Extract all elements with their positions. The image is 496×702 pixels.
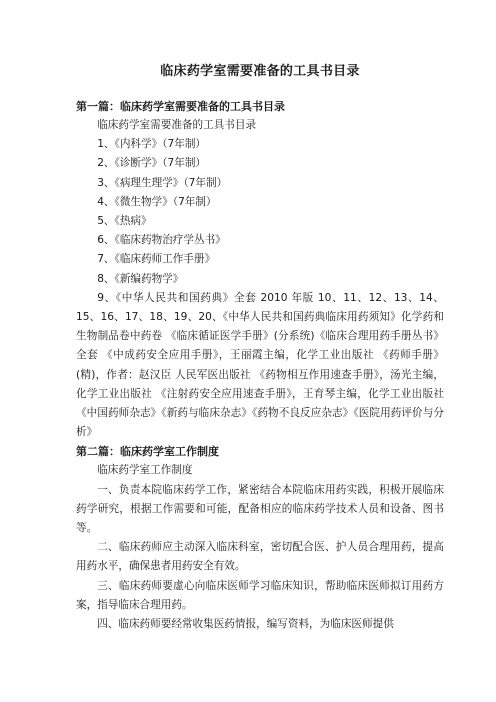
section-subtitle-1: 临床药学室需要准备的工具书目录: [97, 119, 257, 131]
document-title: 临床药学室需要准备的工具书目录: [160, 64, 360, 79]
section-heading-1: 第一篇：临床药学室需要准备的工具书目录: [76, 100, 285, 113]
book-list-item: 2、《诊断学》（7年制）: [97, 157, 207, 170]
book-list-item: 1、《内科学》（7年制）: [97, 138, 207, 151]
rule-paragraph: 四、临床药师要经常收集医药情报，编写资料，为临床医师提供: [97, 618, 394, 631]
book-list-item: 3、《病理生理学》（7年制）: [97, 176, 228, 189]
book-list-item: 5、《热病》: [97, 215, 152, 228]
section-heading-2: 第二篇：临床药学室工作制度: [76, 445, 219, 459]
book-list-paragraph: 9、《中华人民共和国药典》全套 2010 年版 10、11、12、13、14、15、16、17、18、19、20、《中华人民共和国药典临床用药须知》化学药和生物制品卷中药卷 《临床循证医学手册》(分系统)《临床合理用药手册丛书》全套 《中成药安全应用手册》，王丽霞主编，化学工业出版社 《药师手册》(精)，作者：赵汉臣 人民军医出版社 《药物相互作用速查手册》，汤光主编，化学工业出版社 《注射药安全应用速查手册》，王育琴主编，化学工业出版社 《中国药师杂志》《新药与临床杂志》《药物不良反应杂志》《医院用药评价与分析》: [76, 291, 444, 439]
book-list-item: 4、《微生物学》（7年制）: [97, 195, 217, 208]
book-list-item: 7、《临床药师工作手册》: [97, 253, 216, 266]
section-subtitle-2: 临床药学室工作制度: [97, 464, 193, 477]
rule-paragraph: 一、负责本院临床药学工作，紧密结合本院临床用药实践，积极开展临床药学研究，根据工作需要和可能，配备相应的临床药学技术人员和设备、图书等。: [76, 483, 444, 535]
rule-paragraph: 三、临床药师要虚心向临床医师学习临床知识，帮助临床医师拟订用药方案，指导临床合理用药。: [76, 579, 444, 611]
rule-paragraph: 二、临床药师应主动深入临床科室，密切配合医、护人员合理用药，提高用药水平，确保患者用药安全有效。: [76, 541, 444, 573]
book-list-item: 6、《临床药物治疗学丛书》: [97, 234, 226, 247]
book-list-item: 8、《新编药物学》: [97, 272, 184, 285]
